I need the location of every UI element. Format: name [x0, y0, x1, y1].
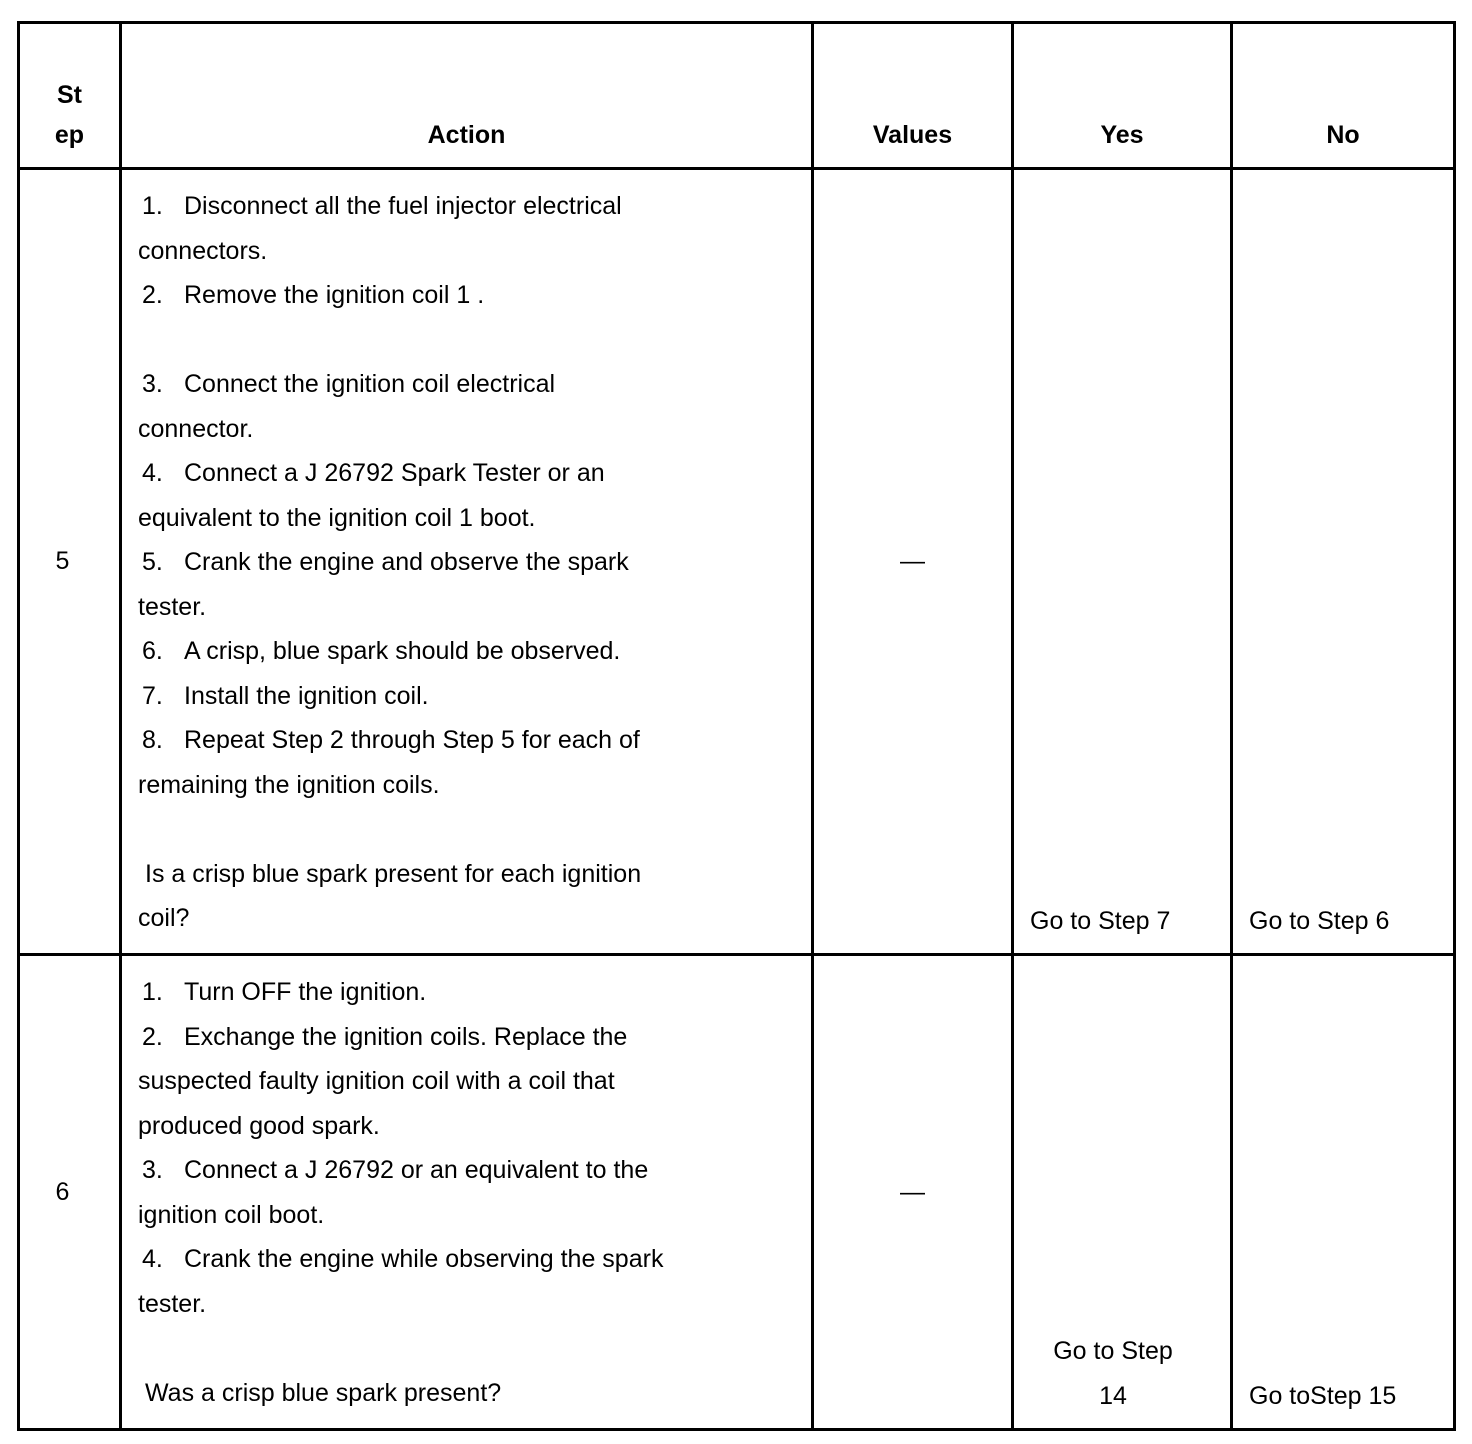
item-number: 4. [142, 459, 163, 487]
action-list [138, 970, 797, 1371]
item-text-cont: equivalent to the ignition coil 1 boot. [138, 503, 536, 532]
item-number: 8. [142, 726, 163, 754]
list-item [138, 1148, 797, 1237]
item-text: A crisp, blue spark should be observed. [184, 637, 621, 665]
blank-line [138, 807, 797, 852]
item-number: 4. [142, 1245, 163, 1273]
table-row-step-6 [19, 955, 1455, 1430]
item-text-cont: tester. [138, 592, 207, 621]
no-cell: Go to Step 6 [1232, 169, 1455, 955]
item-text: Connect a J 26792 or an equivalent to the [184, 1156, 649, 1184]
list-item [138, 674, 797, 719]
item-text: Remove the ignition coil 1 . [184, 281, 485, 309]
diagnostic-table [17, 21, 1456, 1431]
action-cell [121, 955, 813, 1430]
item-text: Install the ignition coil. [184, 681, 429, 710]
list-item [138, 718, 797, 807]
list-item [138, 184, 797, 273]
action-cell [121, 169, 813, 955]
no-cell: Go toStep 15 [1232, 955, 1455, 1430]
header-step-line-2: ep [54, 121, 85, 149]
item-number: 3. [142, 1156, 163, 1184]
blank-line [138, 1326, 797, 1371]
item-text-cont: ignition coil boot. [138, 1200, 325, 1229]
question [138, 1371, 797, 1416]
list-item [138, 629, 797, 674]
list-item [138, 1015, 797, 1149]
yes-cell [1013, 169, 1232, 955]
header-step [19, 23, 121, 169]
question-line-2: coil? [138, 904, 190, 932]
item-number: 7. [142, 681, 163, 710]
item-text: Disconnect all the fuel injector electrical [184, 192, 622, 220]
header-no: No [1232, 23, 1455, 169]
yes-text-line-1: Go to Step [1053, 1337, 1173, 1365]
item-text: Repeat Step 2 through Step 5 for each of [184, 726, 640, 754]
list-item [138, 451, 797, 540]
header-action: Action [121, 23, 813, 169]
item-text-cont: connectors. [138, 236, 268, 265]
list-item [138, 362, 797, 451]
item-text: Connect a J 26792 Spark Tester or an [184, 459, 605, 487]
item-text-cont: suspected faulty ignition coil with a coil that [138, 1067, 615, 1095]
step-number: 5 [19, 169, 121, 955]
list-item [138, 1237, 797, 1326]
item-text: Connect the ignition coil electrical [184, 370, 556, 398]
values-cell: — [813, 169, 1013, 955]
header-step-line-1: St [57, 81, 82, 109]
step-number: 6 [19, 955, 121, 1430]
question [138, 852, 797, 941]
item-text: Crank the engine while observing the spark [184, 1245, 664, 1273]
yes-cell [1013, 955, 1232, 1430]
item-number: 6. [142, 637, 163, 665]
item-text-cont: tester. [138, 1289, 207, 1318]
values-cell: — [813, 955, 1013, 1430]
item-number: 1. [142, 978, 163, 1006]
table-row-step-5 [19, 169, 1455, 955]
question-line-1: Was a crisp blue spark present? [145, 1378, 502, 1407]
item-number: 5. [142, 548, 163, 576]
item-text-cont: remaining the ignition coils. [138, 770, 440, 799]
item-number: 2. [142, 281, 163, 309]
yes-text: Go to Step 7 [1030, 906, 1171, 935]
item-text: Turn OFF the ignition. [184, 978, 427, 1006]
item-number: 1. [142, 192, 163, 220]
yes-text-line-2: 14 [1099, 1381, 1127, 1410]
item-number: 3. [142, 370, 163, 398]
item-text: Crank the engine and observe the spark [184, 548, 629, 576]
question-line-1: Is a crisp blue spark present for each ignition [145, 859, 642, 888]
item-text-cont: produced good spark. [138, 1111, 380, 1140]
blank-line [138, 318, 797, 363]
action-list [138, 184, 797, 852]
item-text: Exchange the ignition coils. Replace the [184, 1022, 628, 1051]
header-yes: Yes [1013, 23, 1232, 169]
list-item [138, 540, 797, 629]
header-values: Values [813, 23, 1013, 169]
list-item [138, 970, 797, 1015]
item-number: 2. [142, 1022, 163, 1051]
list-item [138, 273, 797, 318]
header-row [19, 23, 1455, 169]
item-text-cont: connector. [138, 414, 254, 443]
